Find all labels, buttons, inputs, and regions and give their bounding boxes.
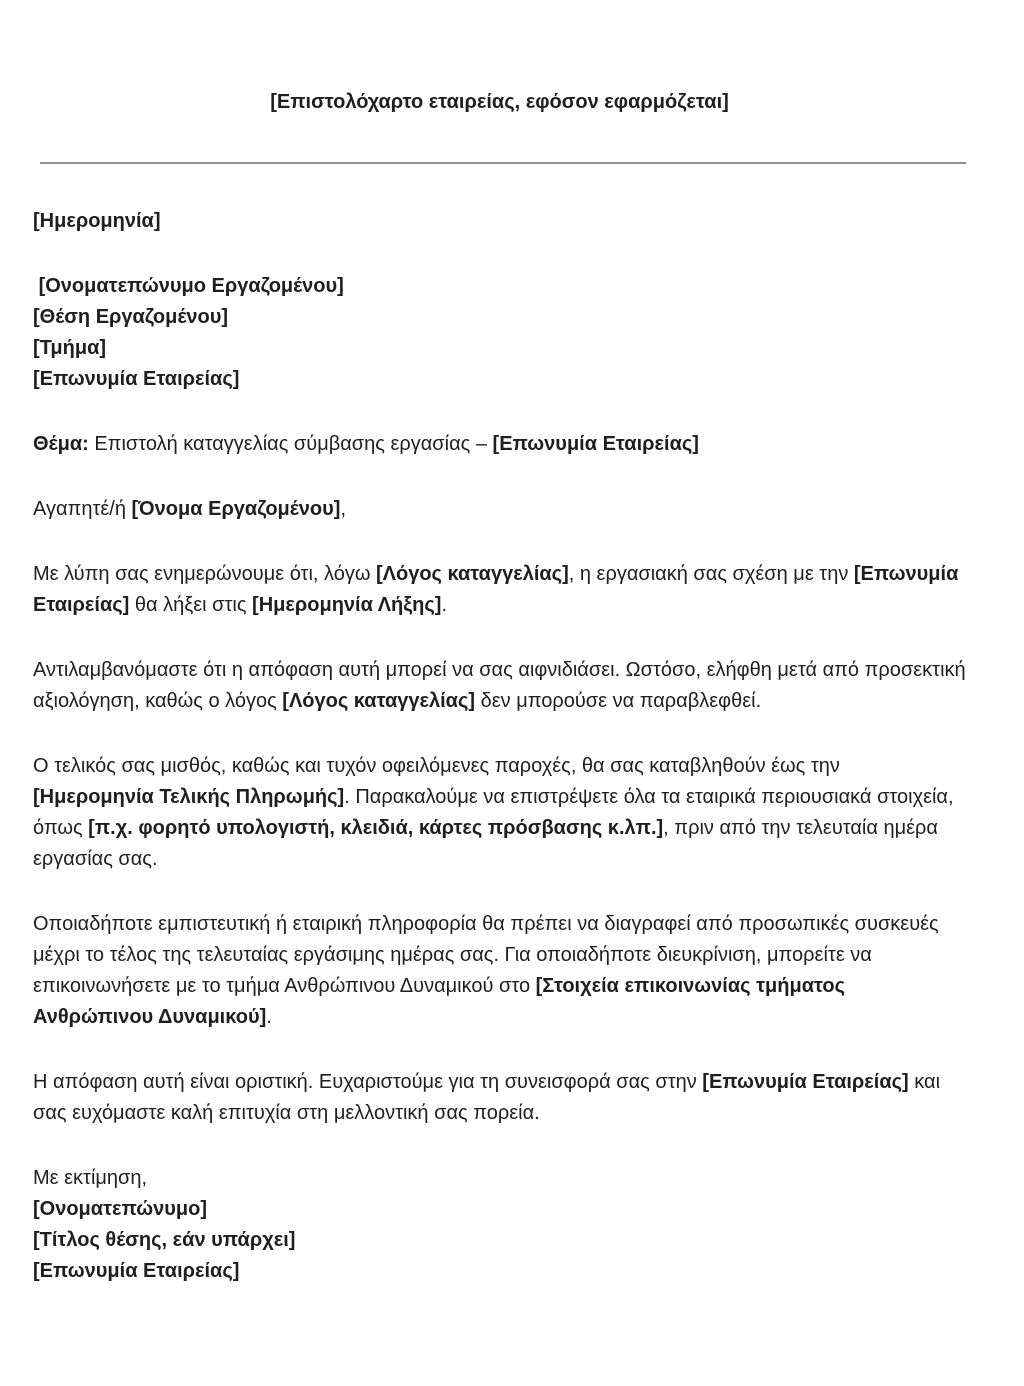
notice-text: , η εργασιακή σας σχέση με την xyxy=(568,563,854,585)
sender-name-placeholder: [Ονοματεπώνυμο] xyxy=(33,1198,208,1220)
final-pay-text: . Παρακαλούμε να επιστρέψετε όλα τα εταιρικά περιουσιακά στοιχεία, όπως xyxy=(33,786,954,839)
paragraph-final-pay xyxy=(33,751,966,875)
recipient-block xyxy=(33,271,966,395)
salutation-suffix: , xyxy=(340,498,346,520)
divider-line xyxy=(40,162,966,164)
reason-text: Αντιλαμβανόμαστε ότι η απόφαση αυτή μπορεί να σας αιφνιδιάσει. Ωστόσο, ελήφθη μετά από προσεκτική αξιολόγηση, καθώς ο λόγος xyxy=(33,659,966,712)
recipient-department: [Τμήμα] xyxy=(33,337,107,359)
final-pay-text: Ο τελικός σας μισθός, καθώς και τυχόν οφειλόμενες παροχές, θα σας καταβληθούν έως την xyxy=(33,755,840,777)
reason-placeholder: [Λόγος καταγγελίας] xyxy=(376,563,569,585)
signature-block xyxy=(33,1163,966,1287)
recipient-position: [Θέση Εργαζομένου] xyxy=(33,306,229,328)
final-pay-date-placeholder: [Ημερομηνία Τελικής Πληρωμής] xyxy=(33,786,345,808)
reason-placeholder: [Λόγος καταγγελίας] xyxy=(282,690,476,712)
reason-text: δεν μπορούσε να παραβλεφθεί. xyxy=(475,690,762,712)
subject-line xyxy=(33,429,966,460)
subject-label: Θέμα: xyxy=(33,433,89,455)
hr-contact-placeholder: [Στοιχεία επικοινωνίας τμήματος Ανθρώπινου Δυναμικού] xyxy=(33,975,845,1028)
sender-company-placeholder: [Επωνυμία Εταιρείας] xyxy=(33,1260,240,1282)
notice-text: Με λύπη σας ενημερώνουμε ότι, λόγω xyxy=(33,563,376,585)
end-date-placeholder: [Ημερομηνία Λήξης] xyxy=(252,594,442,616)
paragraph-confidentiality xyxy=(33,909,966,1033)
company-placeholder: [Επωνυμία Εταιρείας] xyxy=(702,1071,909,1093)
salutation xyxy=(33,494,966,525)
company-placeholder: [Επωνυμία Εταιρείας] xyxy=(33,563,959,616)
notice-text: θα λήξει στις xyxy=(129,594,253,616)
notice-text: . xyxy=(441,594,447,616)
closing-regards: Με εκτίμηση, xyxy=(33,1167,148,1189)
letterhead-note: [Επιστολόχαρτο εταιρείας, εφόσον εφαρμόζεται] xyxy=(270,91,729,113)
recipient-name: [Ονοματεπώνυμο Εργαζομένου] xyxy=(33,275,344,297)
salutation-prefix: Αγαπητέ/ή xyxy=(33,498,132,520)
recipient-company: [Επωνυμία Εταιρείας] xyxy=(33,368,240,390)
confidentiality-text: . xyxy=(266,1006,272,1028)
date-line: [Ημερομηνία] xyxy=(33,210,161,232)
confidentiality-text: Οποιαδήποτε εμπιστευτική ή εταιρική πληροφορία θα πρέπει να διαγραφεί από προσωπικές συσκευές μέχρι το τέλος της τελευταίας εργάσιμης ημέρας σας. Για οποιαδήποτε διευκρίνιση, μπορείτε να επικοινωνήσετε με το τμήμα Ανθρώπινου Δυναμικού στο xyxy=(33,913,939,997)
paragraph-final-decision xyxy=(33,1067,966,1129)
final-decision-text: και σας ευχόμαστε καλή επιτυχία στη μελλοντική σας πορεία. xyxy=(33,1071,941,1124)
subject-text: Επιστολή καταγγελίας σύμβασης εργασίας – xyxy=(88,433,493,455)
final-pay-text: , πριν από την τελευταία ημέρα εργασίας σας. xyxy=(33,817,938,870)
paragraph-reason xyxy=(33,655,966,717)
company-property-placeholder: [π.χ. φορητό υπολογιστή, κλειδιά, κάρτες πρόσβασης κ.λπ.] xyxy=(88,817,664,839)
paragraph-termination-notice xyxy=(33,559,966,621)
sender-title-placeholder: [Τίτλος θέσης, εάν υπάρχει] xyxy=(33,1229,296,1251)
salutation-name-placeholder: [Όνομα Εργαζομένου] xyxy=(131,498,341,520)
final-decision-text: Η απόφαση αυτή είναι οριστική. Ευχαριστούμε για τη συνεισφορά σας στην xyxy=(33,1071,703,1093)
subject-company-placeholder: [Επωνυμία Εταιρείας] xyxy=(492,433,699,455)
